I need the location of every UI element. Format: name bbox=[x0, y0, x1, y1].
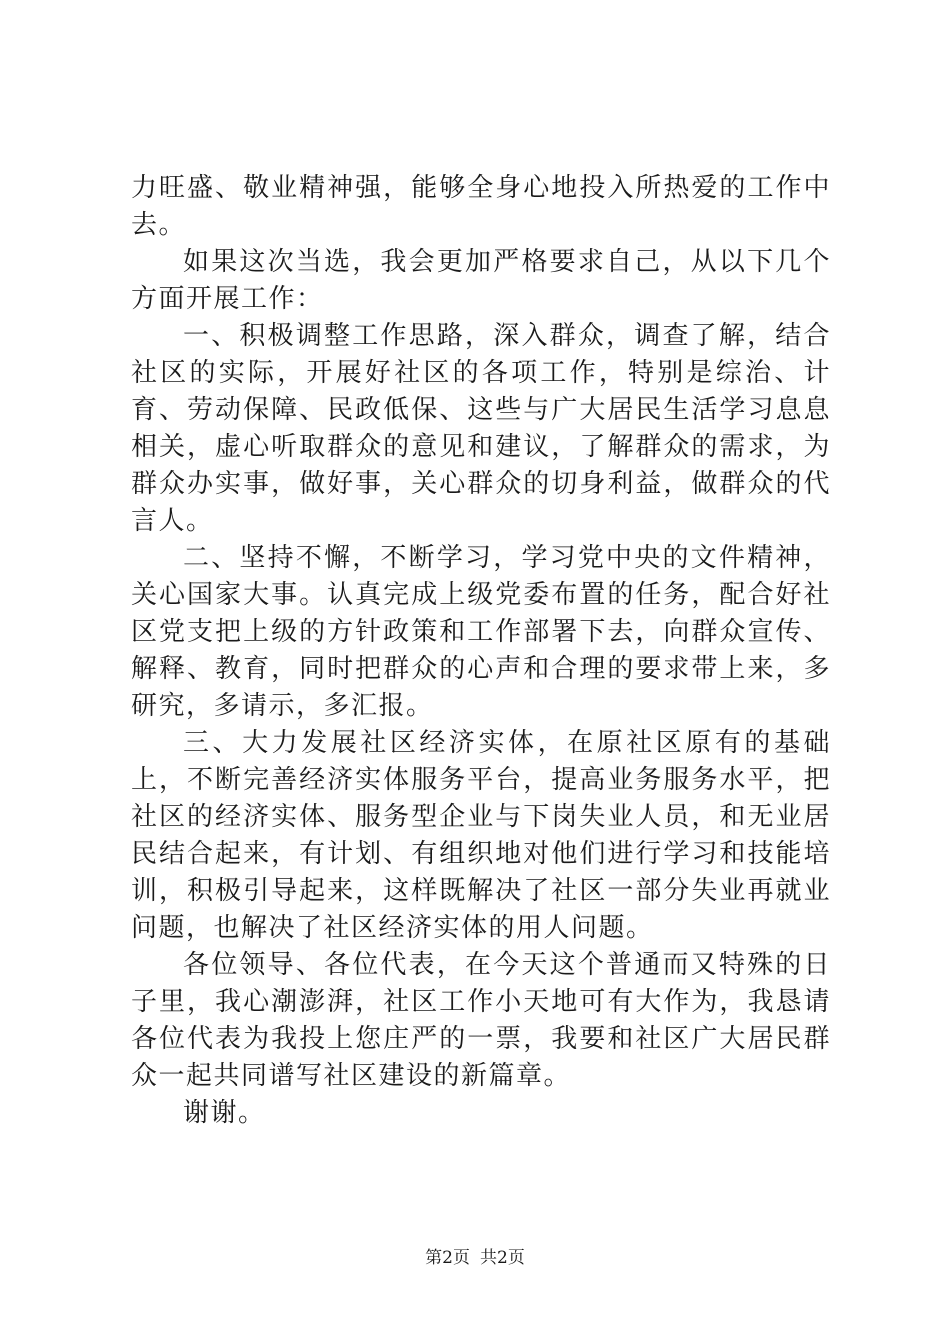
page-number-total: 共2页 bbox=[480, 1248, 525, 1268]
paragraph-closing: 各位领导、各位代表，在今天这个普通而又特殊的日子里，我心潮澎湃，社区工作小天地可有大作为，我恳请各位代表为我投上您庄严的一票，我要和社区广大居民群众一起共同谱写社区建设的新篇章。 bbox=[131, 950, 831, 1091]
paragraph-point-one: 一、积极调整工作思路，深入群众，调查了解，结合社区的实际，开展好社区的各项工作，特别是综治、计育、劳动保障、民政低保、这些与广大居民生活学习息息相关，虚心听取群众的意见和建议，了解群众的需求，为群众办实事，做好事，关心群众的切身利益，做群众的代言人。 bbox=[131, 321, 831, 536]
paragraph-intro: 如果这次当选，我会更加严格要求自己，从以下几个方面开展工作： bbox=[131, 247, 831, 314]
paragraph-point-three: 三、大力发展社区经济实体，在原社区原有的基础上，不断完善经济实体服务平台，提高业务服务水平，把社区的经济实体、服务型企业与下岗失业人员，和无业居民结合起来，有计划、有组织地对他们进行学习和技能培训，积极引导起来，这样既解决了社区一部分失业再就业问题，也解决了社区经济实体的用人问题。 bbox=[131, 728, 831, 943]
page-number-current: 第2页 bbox=[425, 1248, 470, 1268]
paragraph-thanks: 谢谢。 bbox=[183, 1098, 266, 1128]
page-footer bbox=[0, 1243, 950, 1268]
document-body bbox=[131, 170, 831, 1132]
paragraph-point-two: 二、坚持不懈，不断学习，学习党中央的文件精神，关心国家大事。认真完成上级党委布置的任务，配合好社区党支把上级的方针政策和工作部署下去，向群众宣传、解释、教育，同时把群众的心声和合理的要求带上来，多研究，多请示，多汇报。 bbox=[131, 543, 831, 721]
paragraph-continuation: 力旺盛、敬业精神强，能够全身心地投入所热爱的工作中去。 bbox=[131, 173, 831, 240]
